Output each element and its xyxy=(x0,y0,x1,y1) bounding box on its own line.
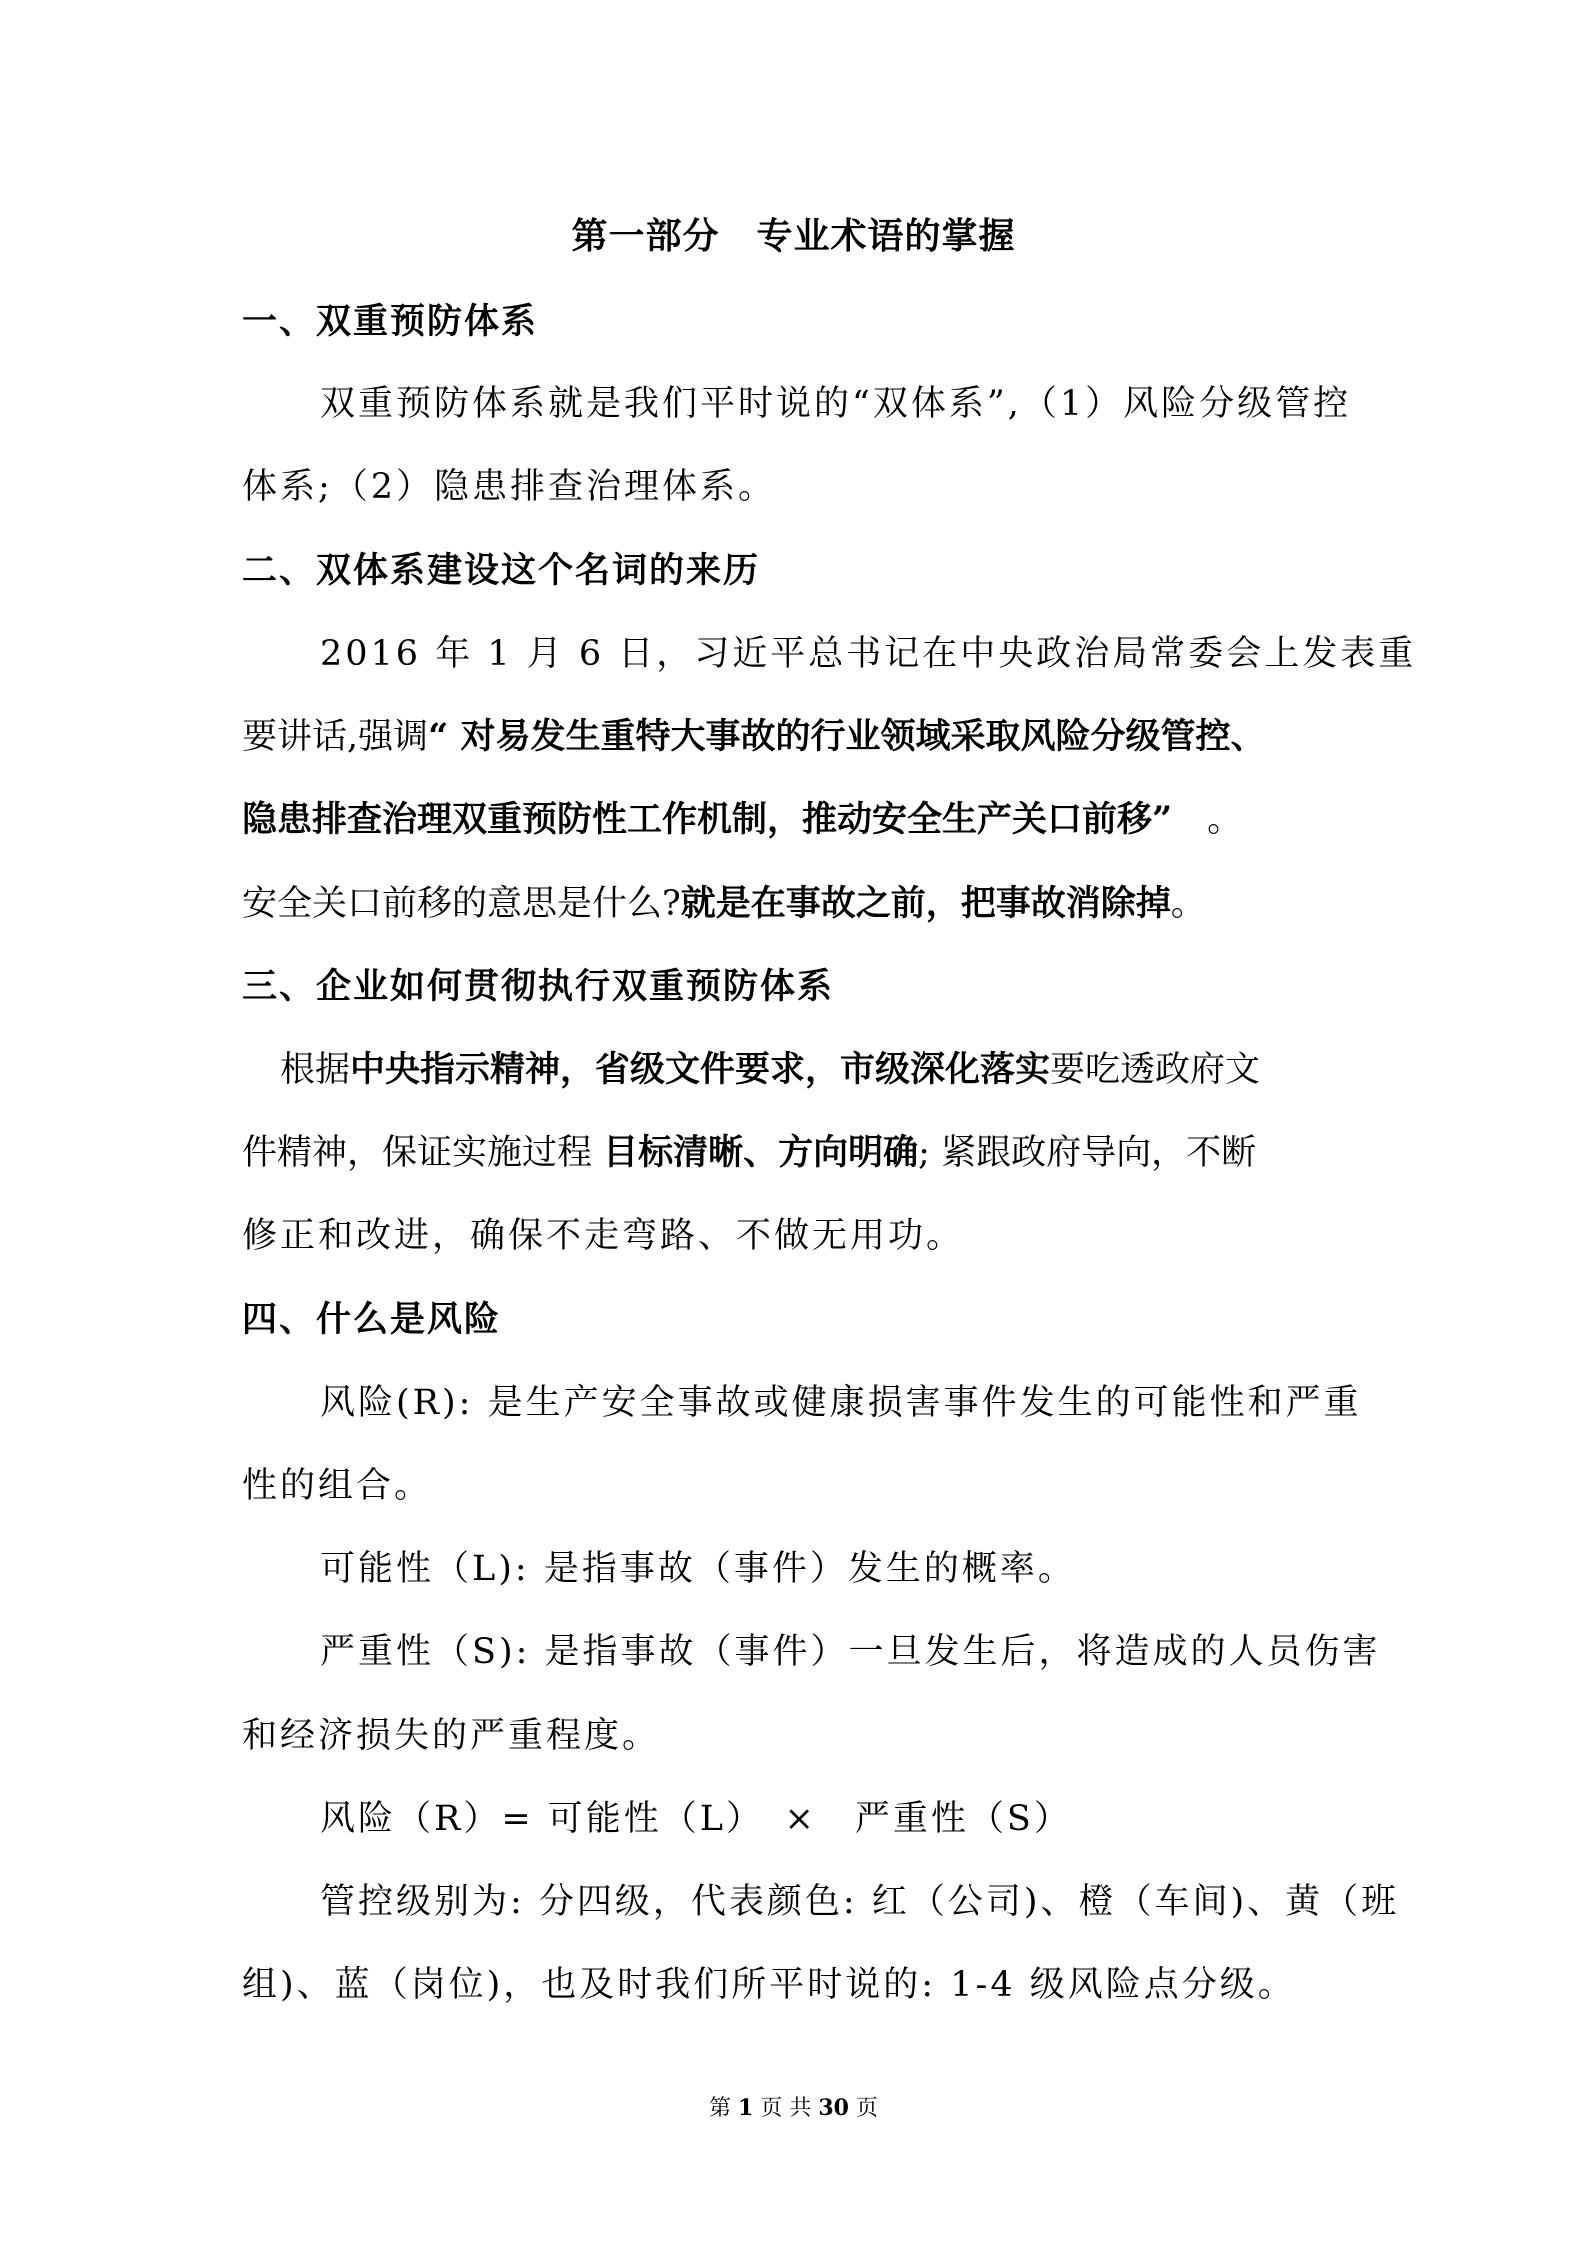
text-normal: 。 xyxy=(1170,884,1206,924)
text-bold: 中央指示精神，省级文件要求，市级深化落实 xyxy=(350,1049,1051,1090)
paragraph-line xyxy=(280,1046,1400,1094)
paragraph-line: 严重性（S): 是指事故（事件）一旦发生后，将造成的人员伤害 xyxy=(320,1632,1381,1672)
section-heading-2: 二、双体系建设这个名词的来历 xyxy=(242,550,761,591)
paragraph-line: 可能性（L): 是指事故（事件）发生的概率。 xyxy=(320,1549,1076,1589)
paragraph-line: 和经济损失的严重程度。 xyxy=(242,1716,661,1756)
text-normal: 。 xyxy=(1172,800,1243,840)
text-bold: 目标清晰、方向明确 xyxy=(603,1132,919,1173)
page-title: 第一部分 专业术语的掌握 xyxy=(571,215,1016,257)
paragraph-line: 体系;（2）隐患排查治理体系。 xyxy=(242,467,777,507)
footer-suffix: 页 xyxy=(855,2096,878,2121)
text-bold-quote: 隐患排查治理双重预防性工作机制，推动安全生产关口前移” xyxy=(242,799,1173,840)
text-normal: 要吃透政府文 xyxy=(1050,1050,1261,1090)
text-normal: 要讲话,强调 xyxy=(242,717,429,757)
section-heading-3: 三、企业如何贯彻执行双重预防体系 xyxy=(242,966,835,1007)
text-bold: 就是在事故之前，把事故消除掉 xyxy=(680,883,1171,924)
text-normal: 安全关口前移的意思是什么? xyxy=(242,884,681,924)
paragraph-line: 修正和改进，确保不走弯路、不做无用功。 xyxy=(242,1216,965,1256)
paragraph-line: 组)、蓝（岗位)，也及时我们所平时说的: 1-4 级风险点分级。 xyxy=(242,1965,1296,2005)
paragraph-line xyxy=(242,880,1362,928)
paragraph-line: 2016 年 1 月 6 日，习近平总书记在中央政治局常委会上发表重 xyxy=(320,634,1417,674)
paragraph-line: 双重预防体系就是我们平时说的“双体系”,（1）风险分级管控 xyxy=(320,384,1352,424)
formula-line: 风险（R）= 可能性（L） × 严重性（S） xyxy=(320,1799,1072,1839)
text-normal: ; 紧跟政府导向，不断 xyxy=(918,1133,1257,1173)
paragraph-line: 性的组合。 xyxy=(242,1466,433,1506)
paragraph-line xyxy=(242,796,1362,844)
section-heading-1: 一、双重预防体系 xyxy=(242,301,539,342)
paragraph-line xyxy=(242,713,1362,761)
paragraph-line xyxy=(242,1129,1362,1177)
paragraph-line: 管控级别为: 分四级，代表颜色: 红（公司)、橙（车间)、黄（班 xyxy=(320,1882,1400,1922)
section-heading-4: 四、什么是风险 xyxy=(242,1299,502,1340)
text-bold-quote: “ 对易发生重特大事故的行业领域采取风险分级管控、 xyxy=(428,716,1266,757)
text-normal: 根据 xyxy=(280,1050,351,1090)
footer-middle: 页 共 xyxy=(760,2096,812,2121)
page-footer xyxy=(0,2093,1587,2124)
page-number: 1 xyxy=(738,2095,754,2121)
paragraph-line: 风险(R): 是生产安全事故或健康损害事件发生的可能性和严重 xyxy=(320,1383,1362,1423)
total-pages: 30 xyxy=(818,2095,849,2121)
footer-prefix: 第 xyxy=(709,2096,732,2121)
text-normal: 件精神，保证实施过程 xyxy=(242,1133,604,1173)
